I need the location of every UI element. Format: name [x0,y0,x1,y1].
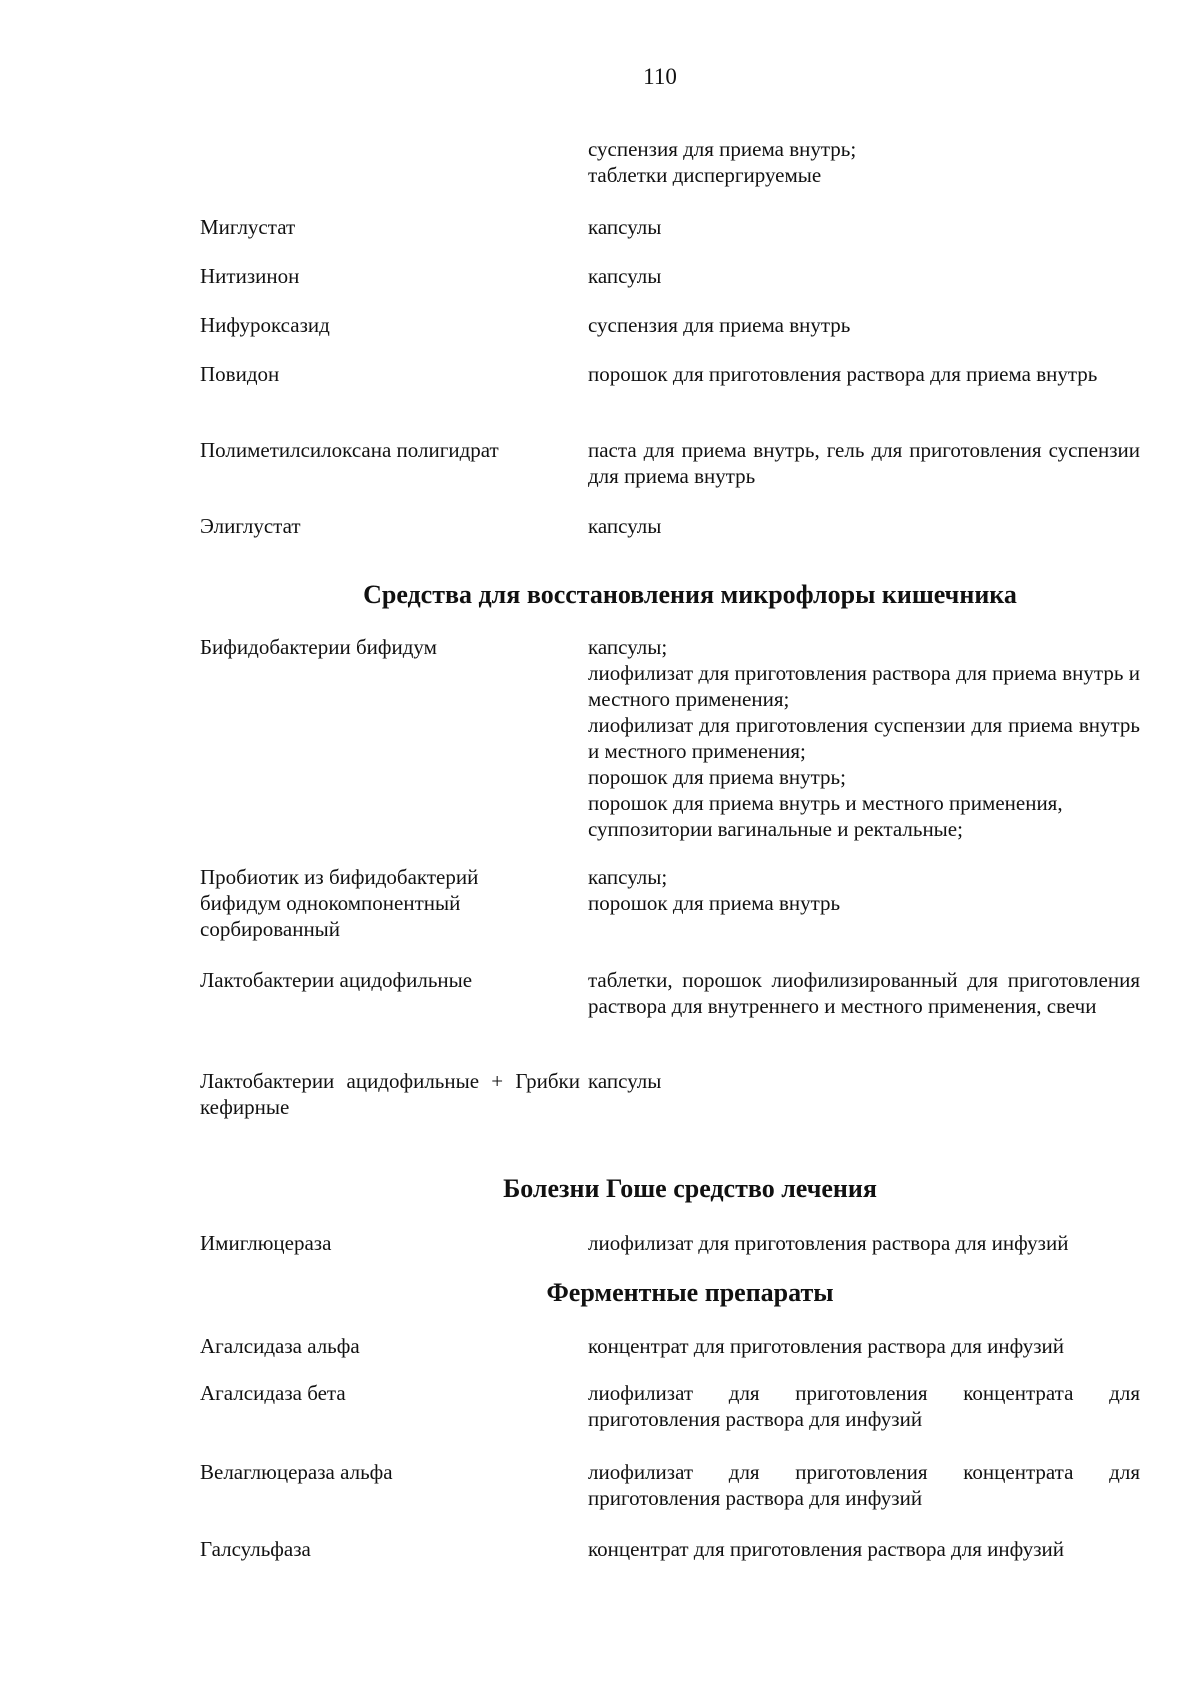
drug-name: Велаглюцераза альфа [200,1460,393,1484]
dosage-form-line: лиофилизат для приготовления суспензии для приема внутрь и местного применения; [588,713,1140,763]
drug-name: Имиглюцераза [200,1231,332,1255]
dosage-form: лиофилизат для приготовления концентрата для приготовления раствора для инфузий [588,1381,1140,1431]
drug-name: Агалсидаза альфа [200,1334,360,1358]
drug-name: Миглустат [200,215,296,239]
dosage-form: суспензия для приема внутрь [588,313,851,337]
dosage-form: лиофилизат для приготовления концентрата для приготовления раствора для инфузий [588,1460,1140,1510]
dosage-form: капсулы [588,514,662,538]
dosage-form-line: порошок для приема внутрь и местного применения, [588,791,1063,815]
section-heading: Болезни Гоше средство лечения [503,1174,877,1203]
drug-name: Элиглустат [200,514,301,538]
dosage-form-line: капсулы; [588,865,668,889]
drug-name: Лактобактерии ацидофильные + Грибки кефирные [200,1069,580,1119]
dosage-form [588,634,1140,842]
dosage-form-line: суспензия для приема внутрь; [588,137,857,161]
dosage-form: лиофилизат для приготовления раствора для инфузий [588,1231,1069,1255]
dosage-form: капсулы [588,264,662,288]
dosage-form: таблетки, порошок лиофилизированный для приготовления раствора для внутреннего и местного применения, свечи [588,968,1140,1018]
dosage-form-line: капсулы; [588,635,668,659]
drug-name: Бифидобактерии бифидум [200,635,437,659]
drug-name: Полиметилсилоксана полигидрат [200,438,499,462]
drug-name: Пробиотик из бифидобактерий бифидум однокомпонентный сорбированный [200,865,479,941]
page-number: 110 [643,64,677,89]
dosage-form: порошок для приготовления раствора для приема внутрь [588,362,1098,386]
dosage-form-line: лиофилизат для приготовления раствора для приема внутрь и местного применения; [588,661,1140,711]
dosage-form: паста для приема внутрь, гель для приготовления суспензии для приема внутрь [588,438,1140,488]
dosage-form [588,864,1140,916]
drug-name: Нифуроксазид [200,313,330,337]
drug-name: Повидон [200,362,280,386]
dosage-form [588,136,1140,188]
dosage-form-line: таблетки диспергируемые [588,163,822,187]
dosage-form: капсулы [588,215,662,239]
dosage-form: концентрат для приготовления раствора для инфузий [588,1537,1064,1561]
dosage-form: концентрат для приготовления раствора для инфузий [588,1334,1064,1358]
dosage-form: капсулы [588,1069,662,1093]
drug-name: Галсульфаза [200,1537,311,1561]
drug-name: Нитизинон [200,264,300,288]
dosage-form-line: порошок для приема внутрь; [588,765,846,789]
section-heading: Ферментные препараты [546,1278,834,1307]
drug-name: Лактобактерии ацидофильные [200,968,473,992]
dosage-form-line: суппозитории вагинальные и ректальные; [588,817,963,841]
section-heading: Средства для восстановления микрофлоры кишечника [363,580,1017,609]
drug-name: Агалсидаза бета [200,1381,346,1405]
dosage-form-line: порошок для приема внутрь [588,891,841,915]
